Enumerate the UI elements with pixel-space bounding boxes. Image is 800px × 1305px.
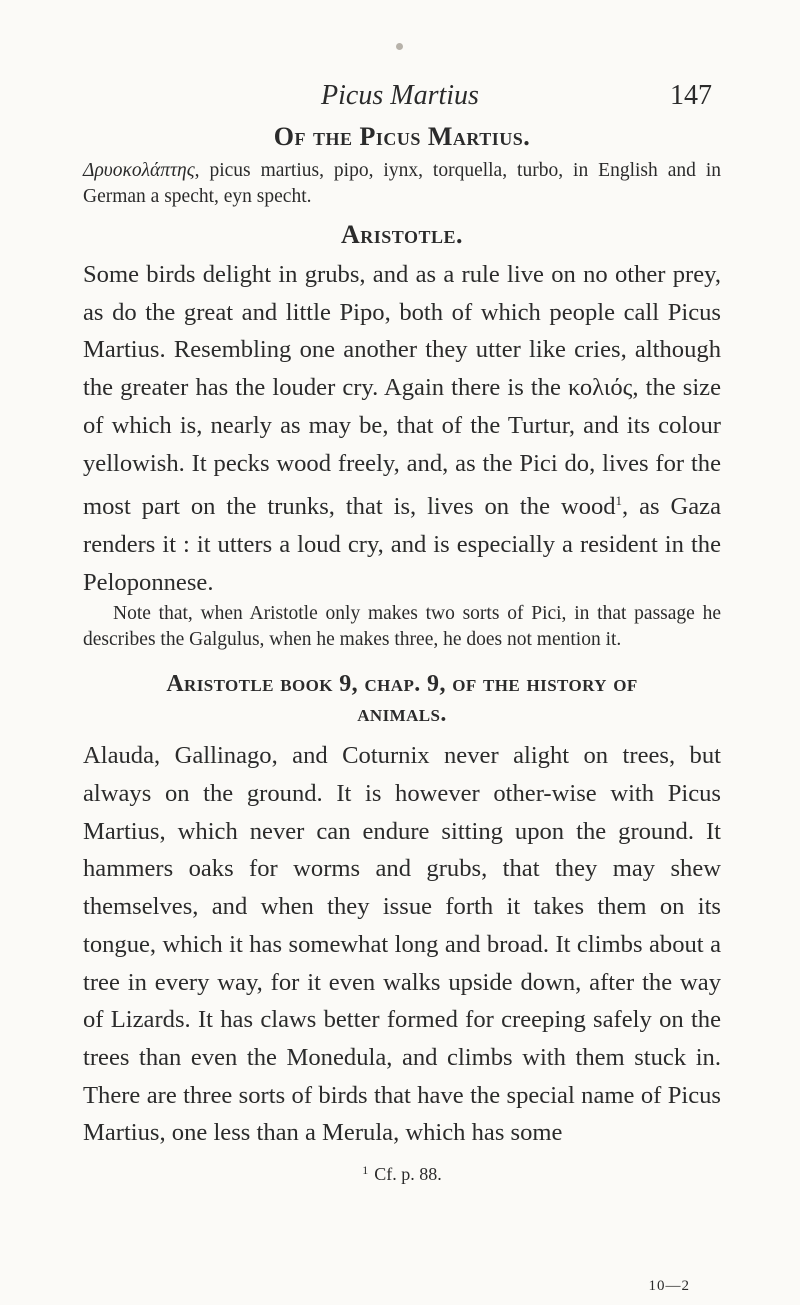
section-title: Of the Picus Martius. [273,122,531,151]
signature-mark: 10—2 [648,1278,690,1294]
synonyms-text: , picus martius, pipo, iynx, torquella, turbo, in English and in German a specht, eyn specht. [83,160,721,207]
running-title: Picus Martius [321,80,479,111]
footnote-text: Cf. p. 88. [374,1164,442,1185]
page-body [83,120,721,1186]
aristotle-paragraph [83,256,721,601]
book9-heading-line1: Aristotle book 9, chap. 9, of the history of [166,671,638,698]
book9-heading [83,669,721,729]
footnote-mark[interactable]: 1 [615,493,623,509]
aristotle-text-a: Some birds delight in grubs, and as a rule live on no other prey, as do the great and little Pipo, both of which people call Picus Martius. Resembling one another they utter like cries, although the greater has the louder cry. Again there is the κολιός, the size of which is, nearly as may be, that of the Turtur, and its colour yellowish. It pecks wood freely, and, as the Pici do, lives for the most part on the trunks, that is, lives on the wood [83,261,721,521]
aristotle-heading: Aristotle. [341,220,463,249]
book9-paragraph: Alauda, Gallinago, and Coturnix never alight on trees, but always on the ground. It is however other-wise with Picus Martius, which never can endure sitting upon the ground. It hammers oaks for worms and grubs, that they may shew themselves, and when they issue forth it takes them on its tongue, which it has somewhat long and broad. It climbs about a tree in every way, for it even walks upside down, after the way of Lizards. It has claws better formed for creeping safely on the trees than even the Monedula, and climbs with them stuck in. There are three sorts of birds that have the special name of Picus Martius, one less than a Merula, which has some [83,742,721,1147]
book9-heading-line2: animals. [357,701,447,728]
note-paragraph: Note that, when Aristotle only makes two sorts of Pici, in that passage he describes the Galgulus, when he makes three, he does not mention it. [83,603,721,651]
synonyms-paragraph [83,158,721,210]
aristotle-text-b: , as Gaza renders it : it utters a loud cry, and is especially a resident in the Peloponnese. [83,493,721,596]
footnote-number: 1 [362,1163,369,1178]
greek-name: Δρυοκολάπτης [83,160,195,181]
page-number: 147 [670,80,712,111]
running-head [0,80,800,114]
footnote [83,1158,721,1186]
page-ornament-dot [396,43,403,50]
